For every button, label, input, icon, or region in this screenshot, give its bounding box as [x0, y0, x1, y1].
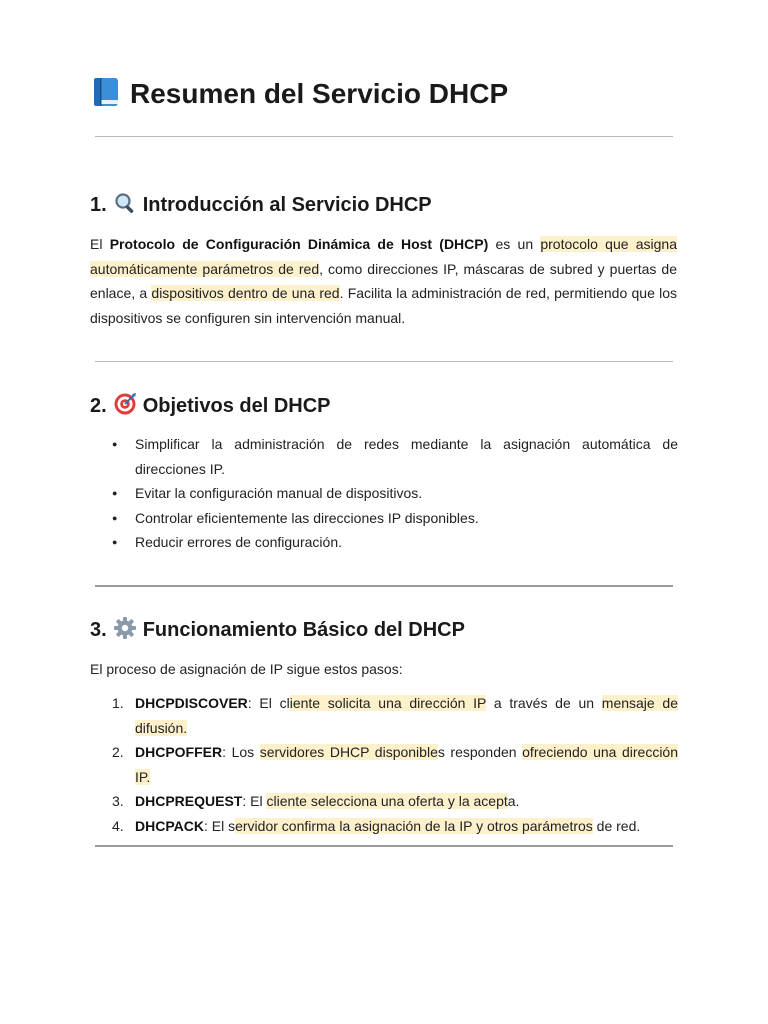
- page-title: Resumen del Servicio DHCP: [90, 76, 508, 117]
- list-item: 3. DHCPREQUEST: El cliente selecciona una oferta y la acepta.: [112, 793, 520, 810]
- intro-paragraph: El Protocolo de Configuración Dinámica de Host (DHCP) es un protocolo que asigna automáticamente parámetros de red, como direcciones IP, máscaras de subred y puertas de enlace, a dispositivos dentro de una red. Facilita la administración de red, permitiendo que los dispositivos se configuren sin intervención manual.: [90, 236, 678, 326]
- steps-list: [90, 691, 678, 839]
- target-icon: [113, 392, 137, 424]
- list-item: 2. DHCPOFFER: Los servidores DHCP disponibles responden ofreciendo una dirección IP.: [112, 744, 679, 785]
- objectives-list: [90, 432, 678, 555]
- magnifier-icon: [113, 191, 137, 223]
- divider: [95, 136, 673, 137]
- list-item: ● Reducir errores de configuración.: [90, 530, 678, 555]
- list-item: 4. DHCPACK: El servidor confirma la asignación de la IP y otros parámetros de red.: [112, 817, 641, 834]
- list-item: ● Simplificar la administración de redes mediante la asignación automática de direcciones IP.: [90, 432, 678, 481]
- list-item: 1. DHCPDISCOVER: El cliente solicita una dirección IP a través de un mensaje de difusión.: [112, 695, 678, 736]
- divider: [95, 585, 673, 587]
- section-1-heading: 1. Introducción al Servicio DHCP: [90, 191, 432, 223]
- divider: [95, 845, 673, 847]
- list-item: ● Controlar eficientemente las direcciones IP disponibles.: [90, 506, 678, 531]
- process-intro: El proceso de asignación de IP sigue estos pasos:: [90, 661, 403, 677]
- section-2-heading: 2. Objetivos del DHCP: [90, 392, 331, 424]
- divider: [95, 361, 673, 362]
- list-item: ● Evitar la configuración manual de dispositivos.: [90, 481, 678, 506]
- blue-book-icon: [90, 76, 122, 117]
- section-3-heading: 3. Funcionamiento Básico del DHCP: [90, 616, 465, 648]
- gear-icon: [113, 616, 137, 648]
